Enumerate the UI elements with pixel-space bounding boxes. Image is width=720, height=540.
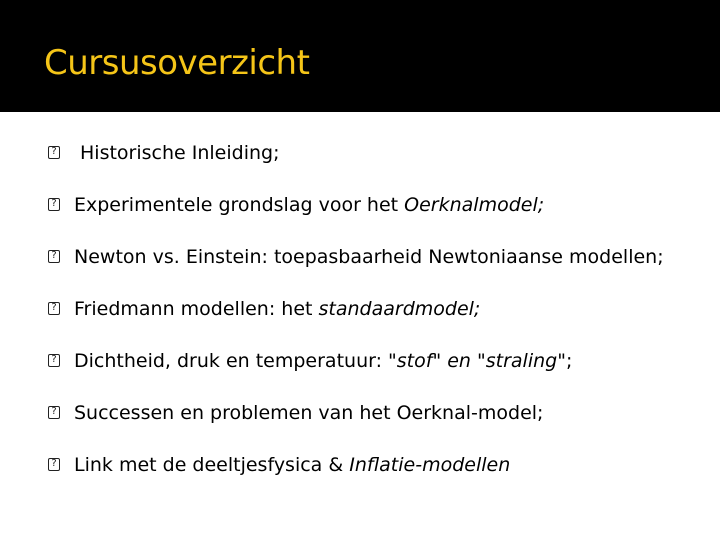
- bullet-item-link-deeltjesfysica: [48, 454, 688, 477]
- bullet-item-friedmann-modellen: [48, 298, 688, 321]
- bullet-item-experimentele-grondslag: [48, 194, 688, 217]
- bullet-text: Link met de deeltjesfysica & Inflatie-modellen: [74, 454, 511, 476]
- missing-glyph-box-icon: ?: [48, 250, 60, 263]
- bullet-text: Newton vs. Einstein: toepasbaarheid Newtoniaanse modellen;: [74, 246, 664, 268]
- bullet-text: Experimentele grondslag voor het Oerknalmodel;: [74, 194, 545, 216]
- missing-glyph-box-icon: ?: [48, 146, 60, 159]
- missing-glyph-box-icon: ?: [48, 458, 60, 471]
- bullet-text: Friedmann modellen: het standaardmodel;: [74, 298, 481, 320]
- slide-title: Cursusoverzicht: [44, 43, 310, 83]
- bullet-list: [48, 142, 688, 506]
- title-bar: [0, 0, 720, 112]
- missing-glyph-box-icon: ?: [48, 354, 60, 367]
- missing-glyph-box-icon: ?: [48, 302, 60, 315]
- bullet-item-dichtheid-druk-temperatuur: [48, 350, 688, 373]
- bullet-item-newton-vs-einstein: [48, 246, 688, 269]
- missing-glyph-box-icon: ?: [48, 198, 60, 211]
- missing-glyph-box-icon: ?: [48, 406, 60, 419]
- bullet-text: Dichtheid, druk en temperatuur: "stof" en "straling";: [74, 350, 573, 372]
- bullet-item-successen-en-problemen: [48, 402, 688, 425]
- bullet-item-historische-inleiding: [48, 142, 688, 165]
- bullet-text: Historische Inleiding;: [80, 142, 280, 164]
- bullet-text: Successen en problemen van het Oerknal-model;: [74, 402, 544, 424]
